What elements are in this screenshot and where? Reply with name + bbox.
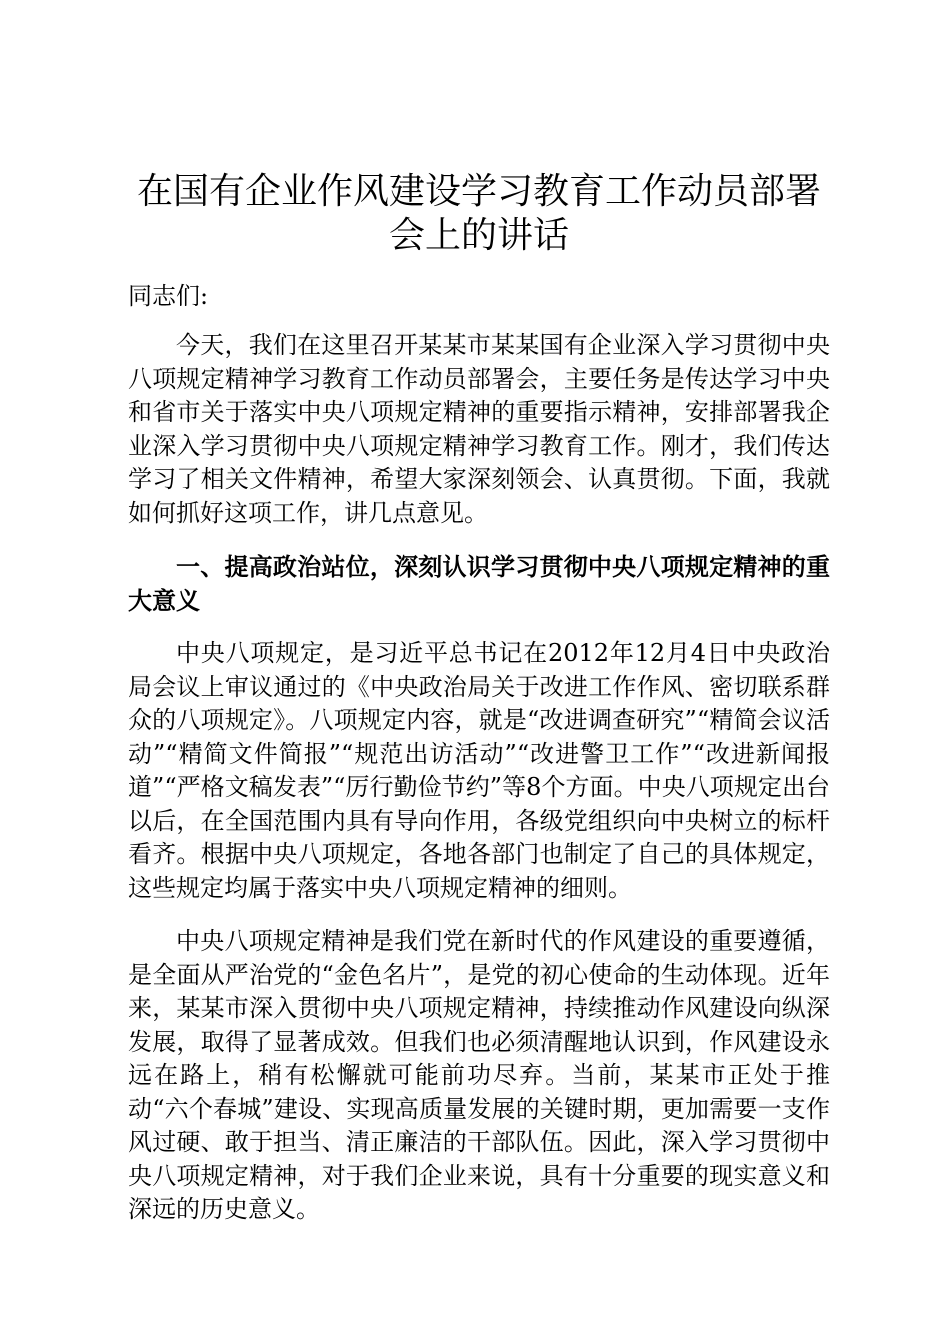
paragraph-eight-regulations: 中央八项规定，是习近平总书记在2012年12月4日中央政治局会议上审议通过的《中央政治局关于改进工作作风、密切联系群众的八项规定》。八项规定内容，就是“改进调查研究”“精简会议活动”“精简文件简报”“规范出访活动”“改进警卫工作”“改进新闻报道”“严格文稿发表”“厉行勤俭节约”等8个方面。中央八项规定出台以后，在全国范围内具有导向作用，各级党组织向中央树立的标杆看齐。根据中央八项规定，各地各部门也制定了自己的具体规定，这些规定均属于落实中央八项规定精神的细则。 (128, 639, 830, 902)
document-title: 在国有企业作风建设学习教育工作动员部署会上的讲话 (136, 171, 821, 256)
document-page (128, 170, 830, 1247)
section-heading-1: 一、提高政治站位，深刻认识学习贯彻中央八项规定精神的重大意义 (128, 552, 830, 615)
paragraph-significance: 中央八项规定精神是我们党在新时代的作风建设的重要遵循，是全面从严治党的“金色名片”，是党的初心使命的生动体现。近年来，某某市深入贯彻中央八项规定精神，持续推动作风建设向纵深发展，取得了显著成效。但我们也必须清醒地认识到，作风建设永远在路上，稍有松懈就可能前功尽弃。当前，某某市正处于推动“六个春城”建设、实现高质量发展的关键时期，更加需要一支作风过硬、敢于担当、清正廉洁的干部队伍。因此，深入学习贯彻中央八项规定精神，对于我们企业来说，具有十分重要的现实意义和深远的历史意义。 (128, 927, 830, 1223)
paragraph-intro: 今天，我们在这里召开某某市某某国有企业深入学习贯彻中央八项规定精神学习教育工作动员部署会，主要任务是传达学习中央和省市关于落实中央八项规定精神的重要指示精神，安排部署我企业深入学习贯彻中央八项规定精神学习教育工作。刚才，我们传达学习了相关文件精神，希望大家深刻领会、认真贯彻。下面，我就如何抓好这项工作，讲几点意见。 (128, 331, 830, 527)
salutation: 同志们: (128, 282, 209, 310)
